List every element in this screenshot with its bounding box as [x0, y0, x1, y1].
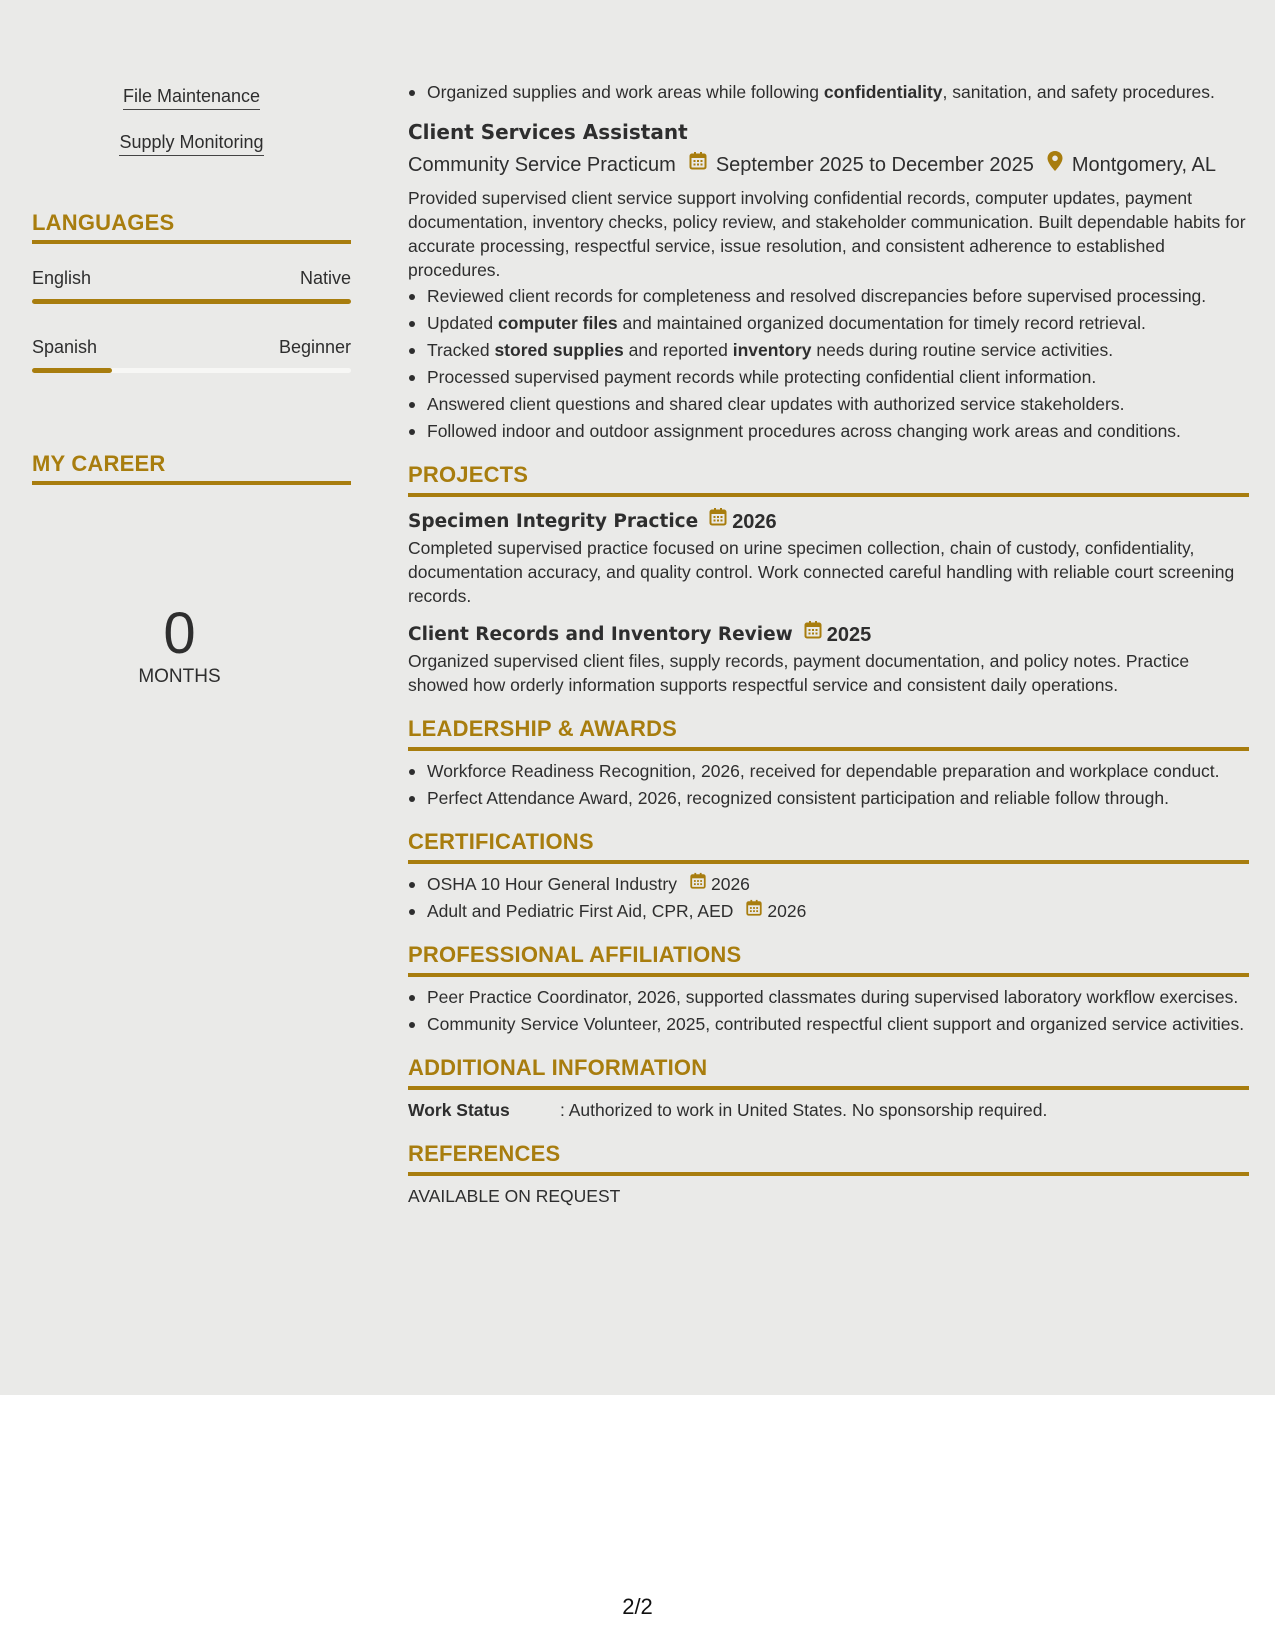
job-location: Montgomery, AL	[1071, 154, 1216, 176]
project-year: 2025	[826, 623, 872, 646]
career-duration	[32, 601, 327, 688]
job-bullets	[408, 284, 1249, 443]
career-heading: MY CAREER	[32, 451, 351, 485]
map-pin-icon	[1046, 150, 1064, 180]
certification-year: 2026	[767, 901, 807, 921]
list-item: Answered client questions and shared clear updates with authorized service stakeholders.	[408, 392, 1249, 416]
list-item: Peer Practice Coordinator, 2026, supported classmates during supervised laboratory workflow exercises.	[408, 985, 1249, 1009]
page-number: 2/2	[622, 1594, 653, 1619]
bullet-text: Updated	[427, 313, 499, 333]
project-title: Specimen Integrity Practice	[408, 510, 699, 532]
bullet-text: Tracked	[427, 340, 495, 360]
certification-name: Adult and Pediatric First Aid, CPR, AED	[427, 901, 734, 921]
project-title-row	[408, 507, 1249, 536]
awards-list	[408, 759, 1249, 810]
job-org: Community Service Practicum	[408, 154, 676, 176]
certifications-heading: CERTIFICATIONS	[408, 828, 1249, 864]
calendar-icon	[688, 151, 708, 179]
language-name: English	[32, 268, 92, 288]
certifications-list	[408, 872, 1249, 923]
language-proficiency-bar	[32, 299, 351, 304]
list-item	[408, 872, 1249, 896]
work-status-label: Work Status	[408, 1100, 510, 1120]
skill-item: Supply Monitoring	[119, 132, 263, 156]
bullet-bold: inventory	[732, 340, 812, 360]
career-unit: MONTHS	[138, 666, 221, 687]
list-item: Followed indoor and outdoor assignment procedures across changing work areas and conditions.	[408, 419, 1249, 443]
awards-heading: LEADERSHIP & AWARDS	[408, 715, 1249, 751]
bullet-text: Organized supplies and work areas while following	[427, 82, 824, 102]
language-level: Native	[299, 268, 351, 288]
list-item	[408, 80, 1249, 104]
bullet-bold: stored supplies	[494, 340, 624, 360]
skill-item: File Maintenance	[123, 86, 260, 110]
project-year: 2026	[732, 510, 777, 533]
list-item: Processed supervised payment records while protecting confidential client information.	[408, 365, 1249, 389]
project-title-row	[408, 620, 1249, 649]
job-summary: Provided supervised client service support involving confidential records, computer updates, payment documentation, inventory checks, policy review, and stakeholder communication. Built dependable habits for accurate processing, respectful service, issue resolution, and consistent adherence to established procedures.	[408, 188, 1246, 280]
bullet-bold: confidentiality	[823, 82, 943, 102]
bullet-text: needs during routine service activities.	[811, 340, 1114, 360]
experience-carry-list	[408, 80, 1249, 104]
bullet-text: and reported	[623, 340, 733, 360]
bullet-bold: computer files	[498, 313, 618, 333]
list-item	[408, 338, 1249, 362]
project-title: Client Records and Inventory Review	[408, 623, 793, 645]
language-level: Beginner	[278, 337, 351, 357]
certification-year: 2026	[710, 874, 750, 894]
affiliations-list	[408, 985, 1249, 1036]
language-name: Spanish	[32, 337, 98, 357]
list-item: Reviewed client records for completeness and resolved discrepancies before supervised processing.	[408, 284, 1249, 308]
work-status-value: : Authorized to work in United States. No sponsorship required.	[560, 1100, 1048, 1120]
skills-list	[32, 86, 351, 178]
list-item: Workforce Readiness Recognition, 2026, received for dependable preparation and workplace conduct.	[408, 759, 1249, 783]
project-description: Organized supervised client files, supply records, payment documentation, and policy notes. Practice showed how orderly information supports respectful service and consistent daily operations.	[408, 651, 1190, 695]
main-column	[408, 80, 1249, 1208]
job-meta	[408, 150, 1249, 180]
language-proficiency-bar	[32, 368, 351, 373]
work-status-row	[408, 1098, 1249, 1122]
language-row	[32, 268, 351, 289]
list-item	[408, 311, 1249, 335]
bullet-text: , sanitation, and safety procedures.	[942, 82, 1215, 102]
languages-heading: LANGUAGES	[32, 210, 351, 244]
language-proficiency-fill	[32, 299, 351, 304]
language-proficiency-fill	[32, 368, 112, 373]
certification-name: OSHA 10 Hour General Industry	[427, 874, 677, 894]
calendar-icon	[745, 899, 763, 923]
calendar-icon	[689, 872, 707, 896]
language-row	[32, 337, 351, 358]
references-text: AVAILABLE ON REQUEST	[408, 1186, 621, 1206]
career-value: 0	[163, 601, 196, 666]
bullet-text: and maintained organized documentation for timely record retrieval.	[617, 313, 1146, 333]
calendar-icon	[708, 507, 728, 536]
job-title: Client Services Assistant	[408, 120, 688, 144]
project-description: Completed supervised practice focused on urine specimen collection, chain of custody, confidentiality, documentation accuracy, and quality control. Work connected careful handling with reliable court screening records.	[408, 538, 1235, 606]
additional-info-heading: ADDITIONAL INFORMATION	[408, 1054, 1249, 1090]
list-item	[408, 899, 1249, 923]
references-heading: REFERENCES	[408, 1140, 1249, 1176]
projects-heading: PROJECTS	[408, 461, 1249, 497]
list-item: Community Service Volunteer, 2025, contributed respectful client support and organized service activities.	[408, 1012, 1249, 1036]
calendar-icon	[803, 620, 823, 649]
list-item: Perfect Attendance Award, 2026, recognized consistent participation and reliable follow through.	[408, 786, 1249, 810]
affiliations-heading: PROFESSIONAL AFFILIATIONS	[408, 941, 1249, 977]
job-dates: September 2025 to December 2025	[715, 154, 1034, 176]
